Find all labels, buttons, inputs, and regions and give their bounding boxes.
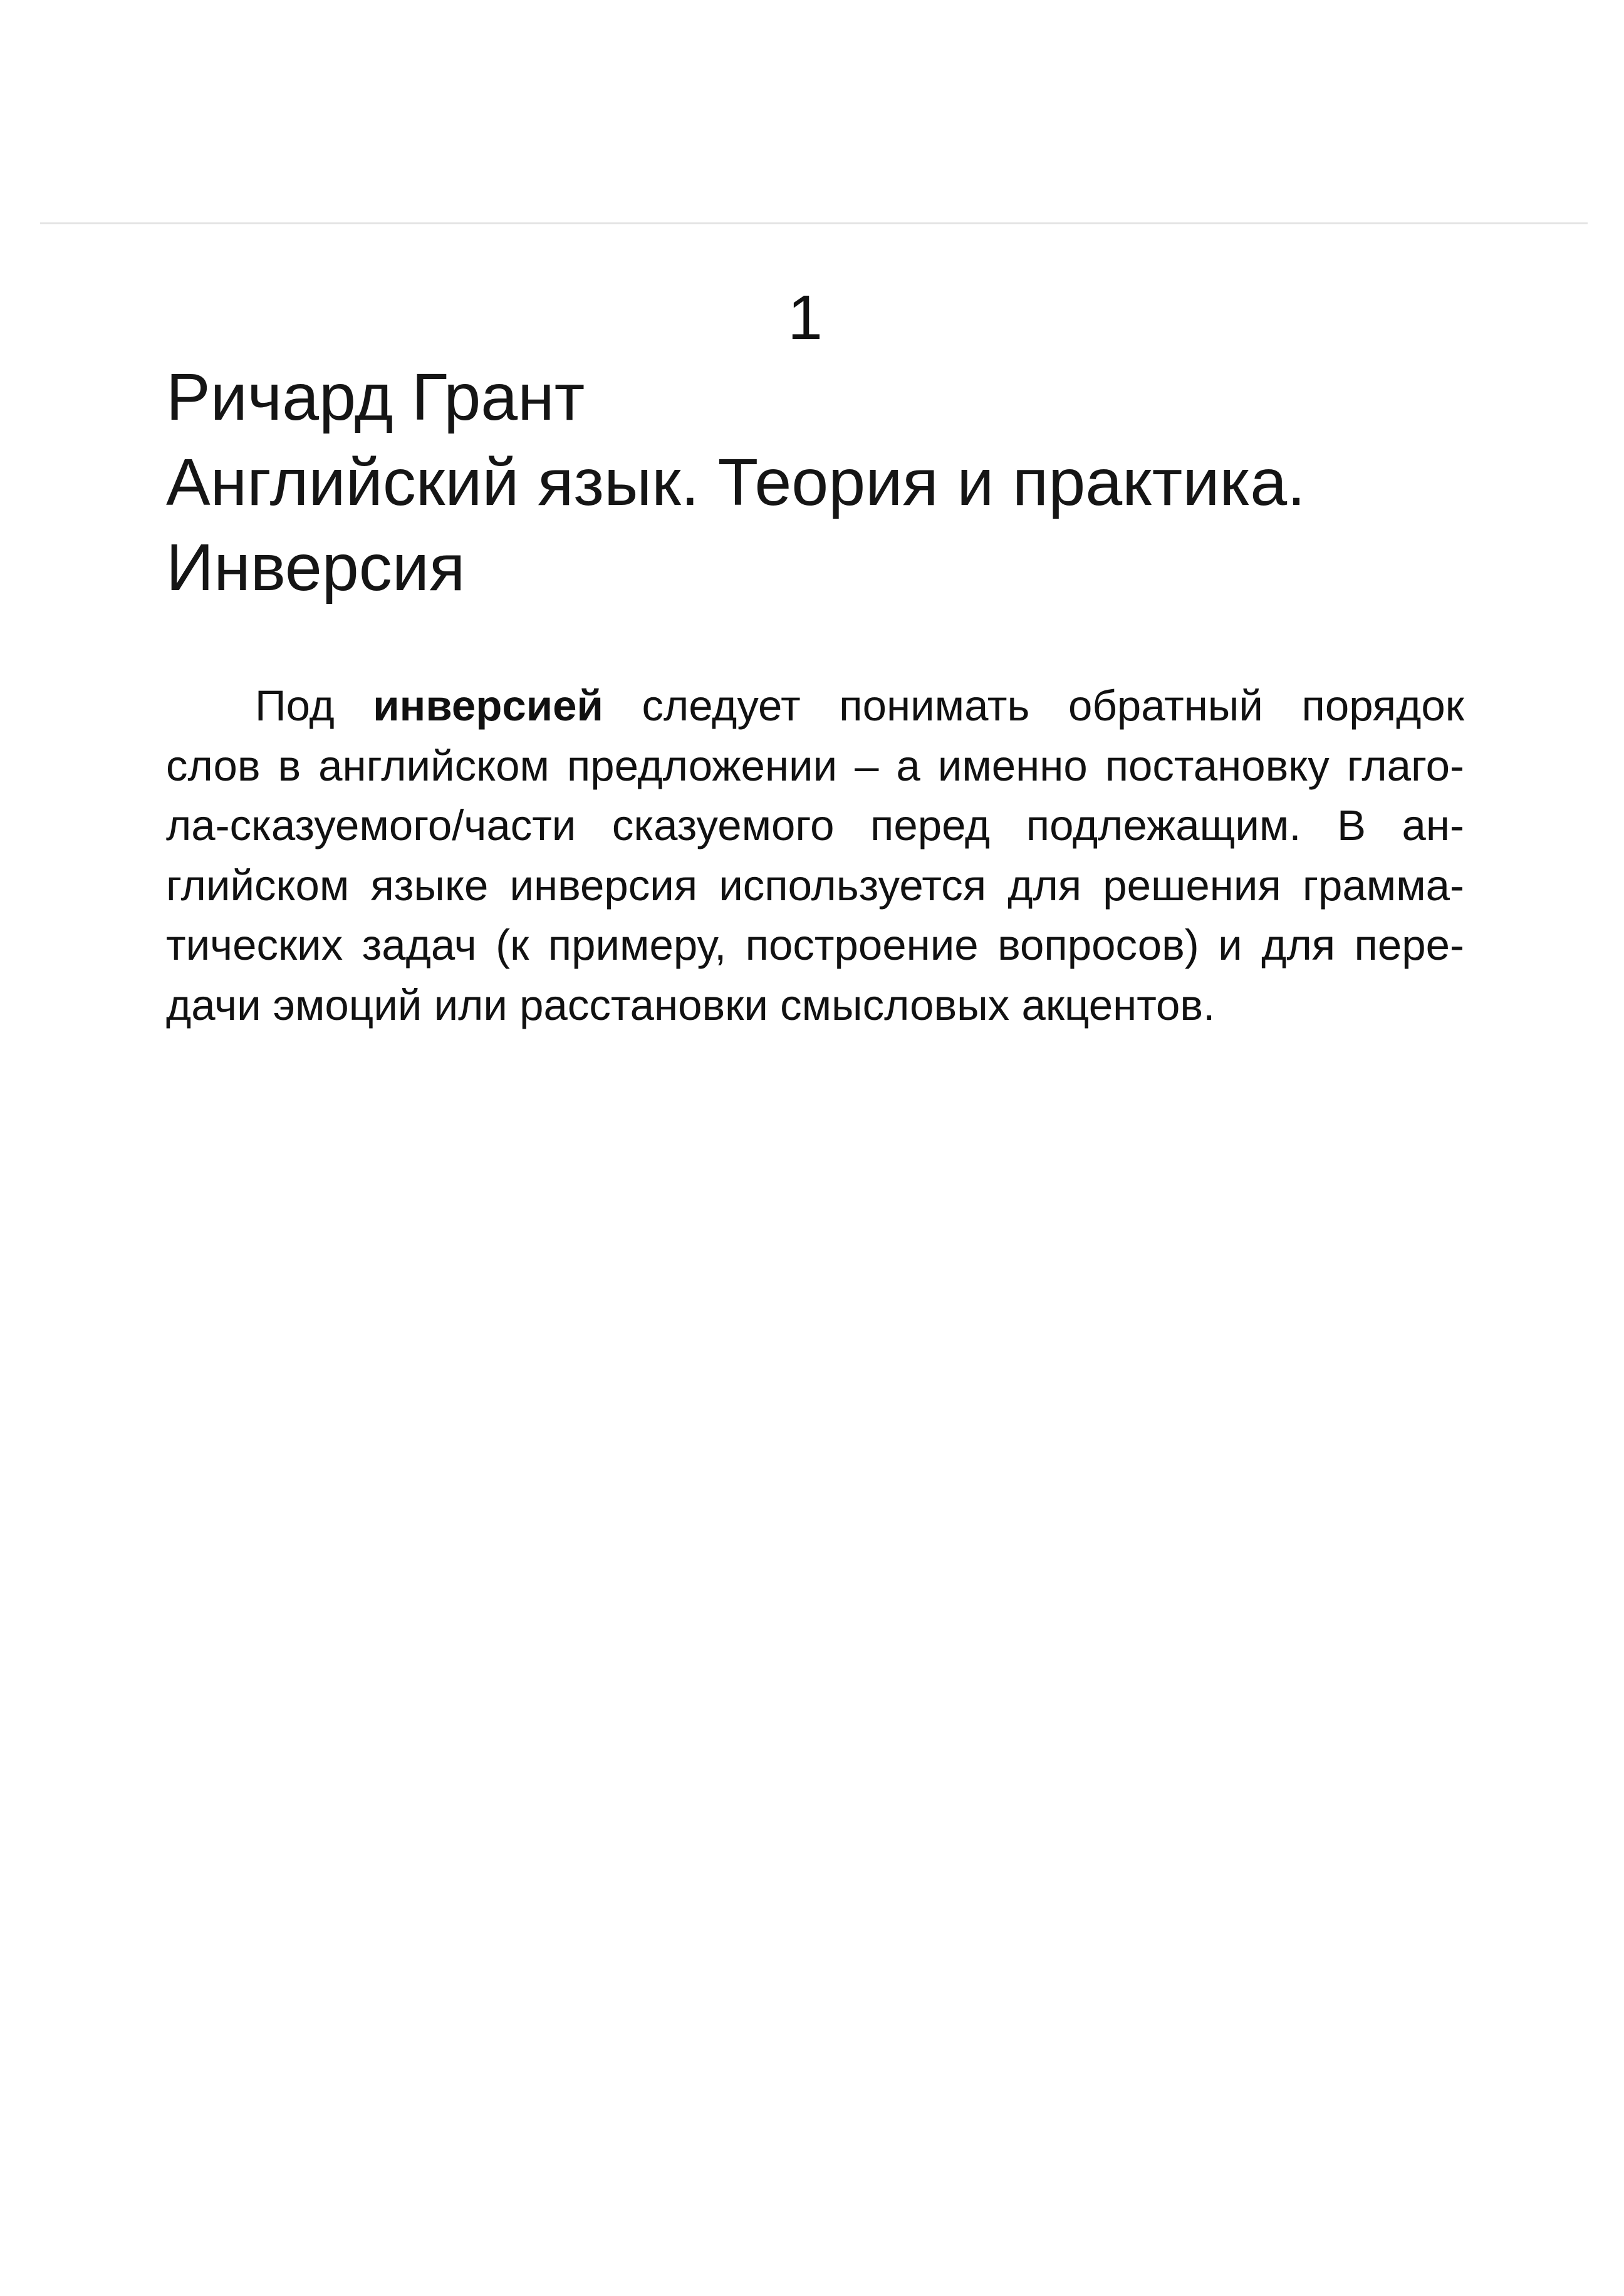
author-name: Ричард Грант [166, 360, 585, 434]
body-line-2: слов в английском предложении – а именно постановку глаго- [166, 741, 1464, 790]
body-line-6: дачи эмоций или расстановки смысловых акцентов. [166, 980, 1215, 1029]
highlighted-term: инверсией [373, 682, 603, 730]
body-line-1-start: Под [255, 682, 373, 730]
page-top-divider [40, 222, 1588, 224]
book-title: Английский язык. Теория и практика. [166, 445, 1306, 519]
body-line-5: тических задач (к примеру, построение вопросов) и для пере- [166, 921, 1464, 969]
body-line-3: ла-сказуемого/части сказуемого перед подлежащим. В ан- [166, 801, 1464, 849]
body-line-4: глийском языке инверсия используется для решения грамма- [166, 861, 1464, 910]
body-line-1 [166, 676, 1464, 736]
book-subtitle: Инверсия [166, 531, 466, 605]
book-title-block [166, 355, 1544, 610]
page-number: 1 [788, 283, 823, 353]
body-paragraph [166, 676, 1464, 1035]
body-line-1-end: следует понимать обратный порядок [603, 682, 1464, 730]
